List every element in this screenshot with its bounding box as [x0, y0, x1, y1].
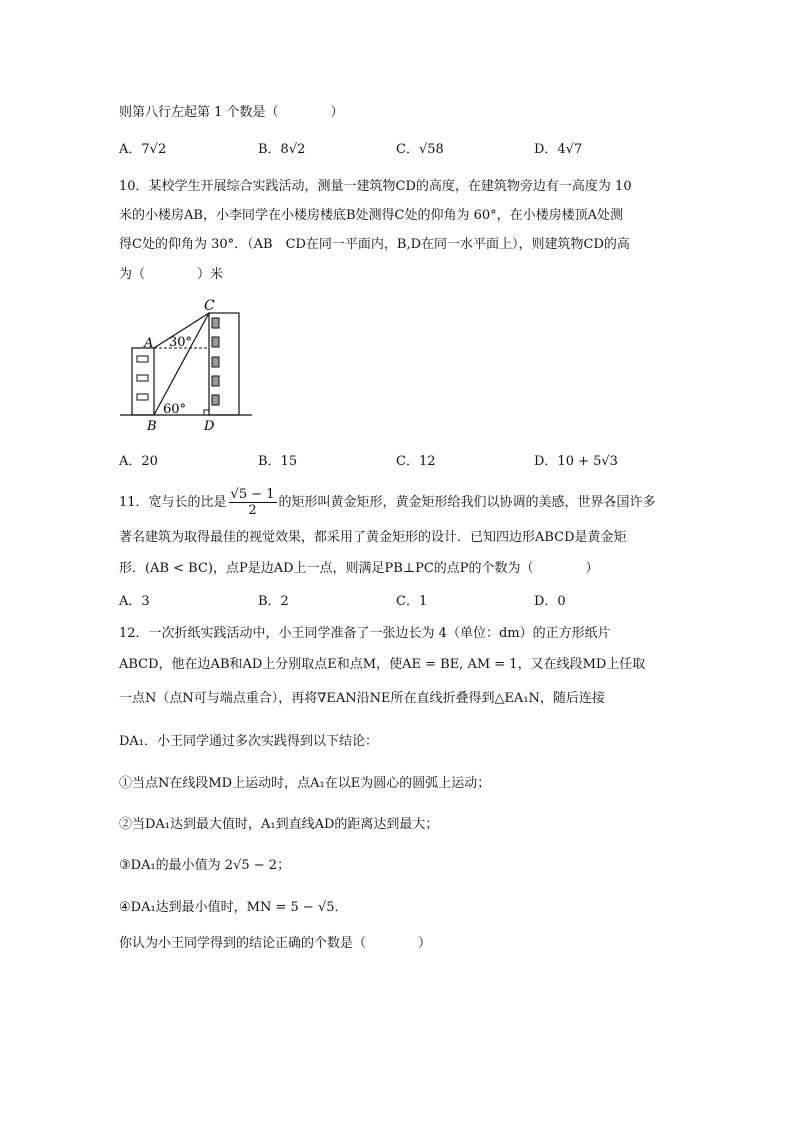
q10-option-b: B．15 [258, 454, 298, 469]
q10-option-c: C．12 [396, 454, 436, 469]
q12-question: 你认为小王同学得到的结论正确的个数是（ ） [119, 936, 432, 951]
q11-line3: 形．(AB < BC)，点P是边AD上一点，则满足PB⊥PC的点P的个数为（ ） [119, 561, 599, 576]
q11-options [119, 593, 679, 611]
q12-conclusion-2: ②当DA₁达到最大值时，A₁到直线AD的距离达到最大； [119, 817, 439, 832]
q11-line1 [119, 487, 656, 518]
fraction-numerator: √5 − 1 [230, 487, 275, 502]
q11-option-c: C．1 [396, 594, 428, 609]
q10-option-d: D．10 + 5√3 [534, 454, 618, 469]
q9-options [119, 141, 679, 159]
label-a: A [144, 336, 154, 351]
q12-conclusion-4: ④DA₁达到最小值时，MN = 5 − √5． [119, 900, 348, 915]
q10-option-a: A．20 [119, 454, 158, 469]
fraction-denominator: 2 [248, 503, 257, 518]
tall-window [212, 318, 219, 328]
q12-line2: ABCD，他在边AB和AD上分别取点E和点M，使AE = BE, AM = 1，又在线段MD上任取 [119, 657, 646, 672]
angle-60-label: 60° [163, 402, 187, 417]
tall-window [212, 376, 219, 386]
q10-line4: 为（ ）米 [119, 267, 224, 282]
q11-option-b: B．2 [258, 594, 289, 609]
tall-window [212, 357, 219, 367]
q11-option-a: A．3 [119, 594, 150, 609]
golden-ratio-fraction [229, 487, 277, 518]
label-c: C [204, 298, 215, 314]
q11-line1-post: 的矩形叫黄金矩形，黄金矩形给我们以协调的美感，世界各国许多 [278, 495, 656, 510]
small-window [137, 394, 148, 400]
angle-30-label: 30° [169, 335, 193, 350]
small-window [137, 375, 148, 381]
small-window [137, 356, 148, 362]
q12-conclusion-3: ③DA₁的最小值为 2√5 − 2； [119, 858, 291, 873]
q12-line3: 一点N（点N可与端点重合），再将∇EAN沿NE所在直线折叠得到△EA₁N，随后连接 [119, 691, 605, 706]
right-angle-mark [204, 410, 209, 415]
q10-line2: 米的小楼房AB，小李同学在小楼房楼底B处测得C处的仰角为 60°，在小楼房楼顶A处测 [119, 208, 624, 223]
q11-line1-pre: 11．宽与长的比是 [119, 495, 227, 510]
q12-line1: 12．一次折纸实践活动中，小王同学准备了一张边长为 4（单位：dm）的正方形纸片 [119, 626, 611, 641]
q9-option-b: B．8√2 [258, 142, 306, 157]
q12-conclusion-1: ①当点N在线段MD上运动时，点A₁在以E为圆心的圆弧上运动； [119, 776, 491, 791]
q10-options [119, 453, 679, 471]
q9-option-d: D．4√7 [534, 142, 583, 157]
q12-line4: DA₁．小王同学通过多次实践得到以下结论： [119, 734, 379, 749]
q10-figure [112, 295, 257, 435]
label-b: B [147, 419, 157, 434]
tall-window [212, 395, 219, 405]
q9-option-a: A．7√2 [119, 142, 167, 157]
q10-line1: 10．某校学生开展综合实践活动，测量一建筑物CD的高度，在建筑物旁边有一高度为 10 [119, 179, 632, 194]
q10-line3: 得C处的仰角为 30°．（AB CD在同一平面内，B,D在同一水平面上），则建筑物CD的高 [119, 237, 630, 252]
sight-line-bc [154, 313, 209, 415]
q9-option-c: C．√58 [396, 142, 444, 157]
q11-option-d: D．0 [534, 594, 566, 609]
label-d: D [204, 419, 215, 434]
q9-tail: 则第八行左起第 1 个数是（ ） [119, 105, 344, 120]
tall-window [212, 337, 219, 347]
q11-line2: 著名建筑为取得最佳的视觉效果，都采用了黄金矩形的设计．已知四边形ABCD是黄金矩 [119, 530, 627, 545]
